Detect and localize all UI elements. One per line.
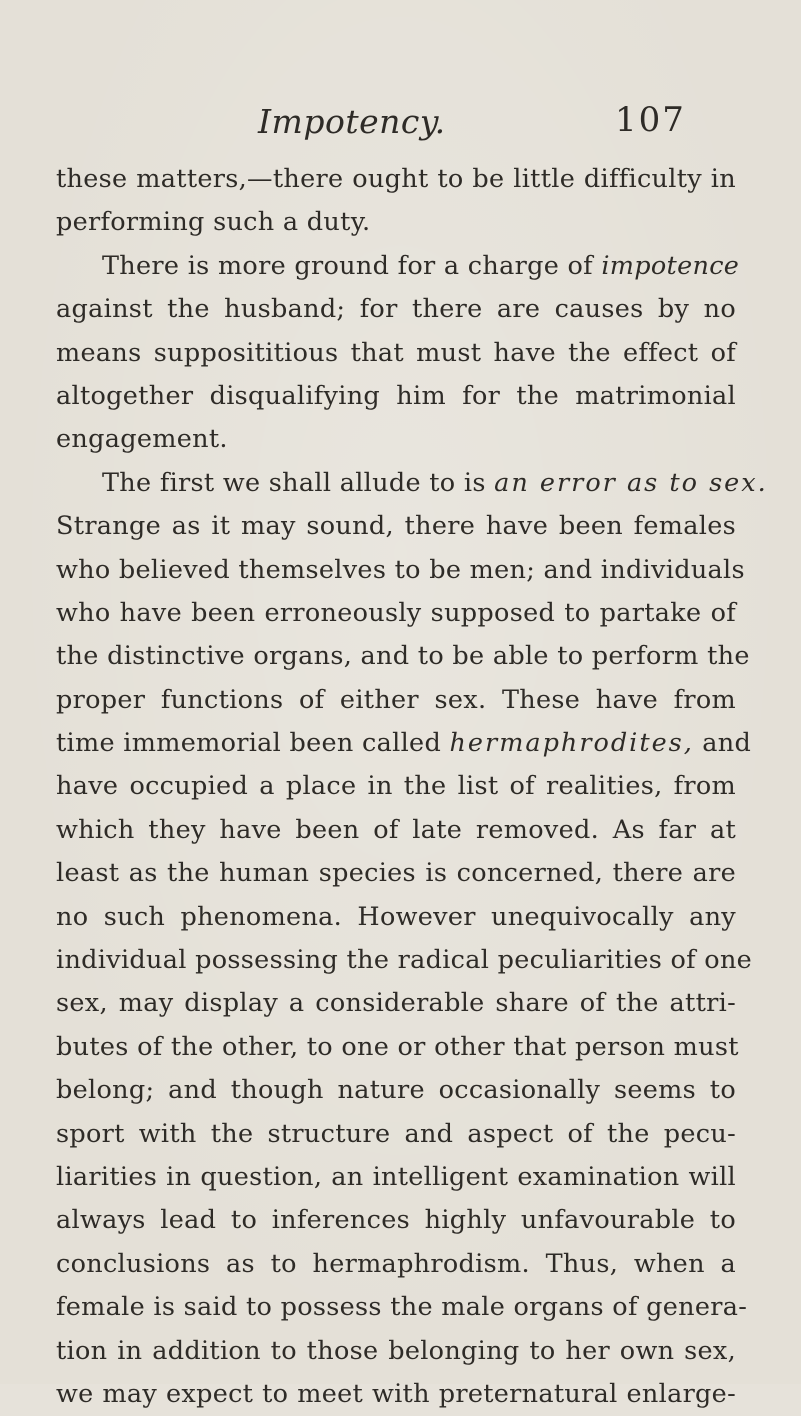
text-line (56, 462, 768, 505)
text-line (56, 722, 752, 765)
text-line: have occupied a place in the list of realities, from (56, 771, 736, 802)
text-line (56, 245, 740, 288)
text-line: sport with the structure and aspect of the pecu- (56, 1118, 736, 1149)
text-line: performing such a duty. (56, 207, 371, 238)
text-line: Strange as it may sound, there have been females (56, 511, 736, 542)
text-line: altogether disqualifying him for the matrimonial (56, 380, 736, 411)
text-line: the distinctive organs, and to be able to perform the (56, 641, 750, 672)
text-line: we may expect to meet with preternatural enlarge- (56, 1378, 736, 1409)
text-line: individual possessing the radical peculiarities of one (56, 945, 753, 976)
text-line: who believed themselves to be men; and individuals (56, 554, 745, 585)
page-number: 107 (615, 100, 686, 140)
text-line-part: and (693, 728, 752, 759)
text-line-part: The first we shall allude to is (102, 467, 495, 498)
text-line: who have been erroneously supposed to partake of (56, 597, 736, 628)
text-line: female is said to possess the male organs of genera- (56, 1292, 748, 1323)
text-line: which they have been of late removed. As far at (56, 814, 736, 845)
text-line: no such phenomena. However unequivocally any (56, 901, 736, 932)
text-line: these matters,—there ought to be little difficulty in (56, 164, 736, 194)
running-title: Impotency. (258, 102, 446, 141)
text-line: proper functions of either sex. These have from (56, 684, 736, 715)
text-line: against the husband; for there are causes by no (56, 294, 736, 325)
text-line: engagement. (56, 424, 228, 455)
text-line-part: time immemorial been called (56, 728, 450, 759)
text-line: tion in addition to those belonging to her own sex, (56, 1335, 736, 1366)
text-line: belong; and though nature occasionally seems to (56, 1075, 736, 1106)
text-line: liarities in question, an intelligent examination will (56, 1161, 736, 1192)
text-line: means supposititious that must have the effect of (56, 337, 736, 368)
running-head (0, 98, 801, 148)
body-text (56, 158, 768, 1416)
italic-term: impotence (601, 250, 740, 281)
text-line: always lead to inferences highly unfavourable to (56, 1205, 736, 1236)
text-line: butes of the other, to one or other that person must (56, 1031, 739, 1062)
text-line-part: There is more ground for a charge of (102, 250, 602, 281)
text-line: conclusions as to hermaphrodism. Thus, when a (56, 1248, 736, 1279)
text-line: sex, may display a considerable share of the attri- (56, 988, 736, 1019)
italic-term: hermaphrodites, (449, 728, 694, 759)
italic-term: an error as to sex. (494, 467, 768, 498)
text-line: least as the human species is concerned, there are (56, 858, 736, 889)
